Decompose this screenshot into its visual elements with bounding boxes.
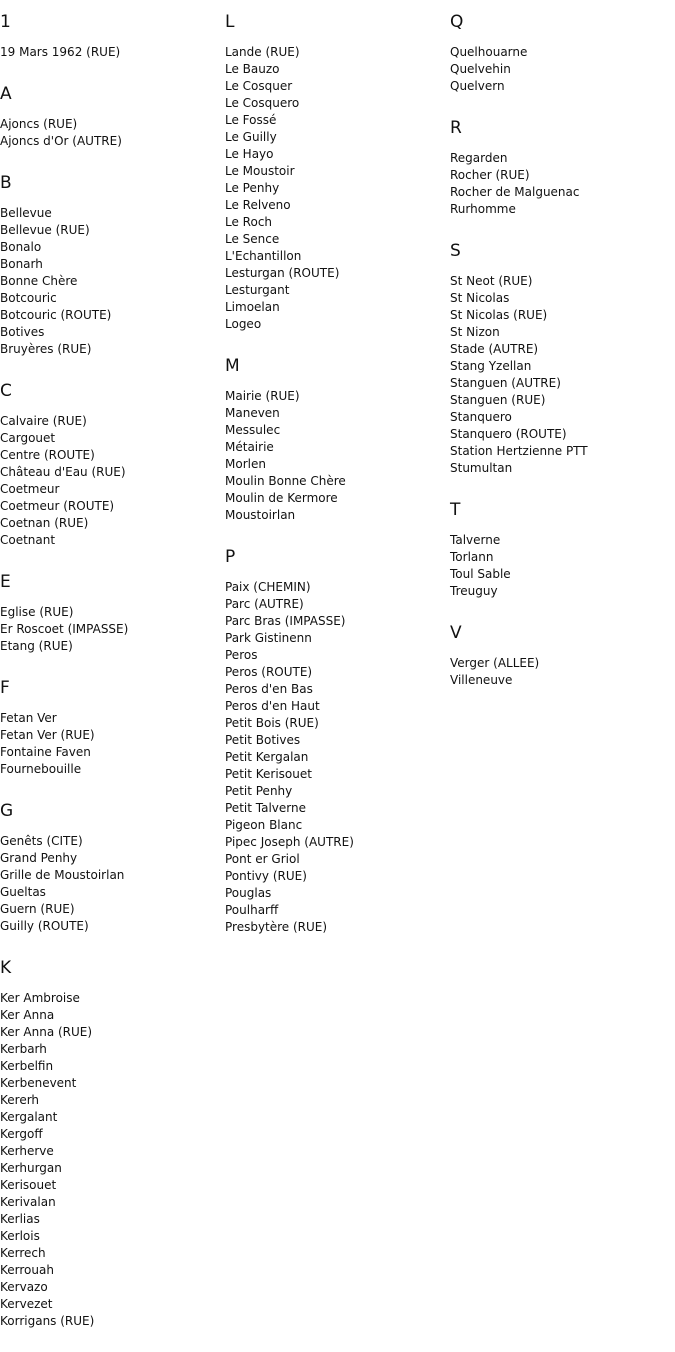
street-list [0,833,225,935]
street-item: Ker Ambroise [0,991,80,1005]
street-item: Limoelan [225,300,280,314]
street-item: St Nicolas [450,291,510,305]
street-item: Ker Anna [0,1008,55,1022]
street-item: Kerisouet [0,1178,57,1192]
letter-heading: C [0,381,12,401]
street-item: Métairie [225,440,274,454]
street-list [0,116,225,150]
street-item: Parc (AUTRE) [225,597,304,611]
street-item: Rurhomme [450,202,516,216]
letter-heading: S [450,241,461,261]
street-item: Ajoncs (RUE) [0,117,78,131]
street-item: Kergoff [0,1127,43,1141]
street-item: Etang (RUE) [0,639,73,653]
street-item: Lande (RUE) [225,45,300,59]
letter-heading: 1 [0,12,11,32]
street-item: Verger (ALLEE) [450,656,540,670]
street-item: Peros (ROUTE) [225,665,313,679]
street-item: Lesturgan (ROUTE) [225,266,340,280]
street-item: Regarden [450,151,508,165]
street-item: Mairie (RUE) [225,389,300,403]
street-item: Moustoirlan [225,508,296,522]
street-item: Pouglas [225,886,272,900]
street-item: Pont er Griol [225,852,300,866]
letter-section-k [0,957,225,1330]
street-item: Peros d'en Bas [225,682,313,696]
street-item: Lesturgant [225,283,290,297]
street-item: Quelhouarne [450,45,528,59]
street-item: Paix (CHEMIN) [225,580,311,594]
street-item: Logeo [225,317,262,331]
street-item: Park Gistinenn [225,631,312,645]
letter-heading: G [0,801,14,821]
street-item: Petit Bois (RUE) [225,716,319,730]
street-item: Kerherve [0,1144,54,1158]
street-item: Coetnan (RUE) [0,516,89,530]
letter-heading: Q [450,12,464,32]
street-item: Peros d'en Haut [225,699,320,713]
letter-section-m [225,355,450,524]
letter-heading: M [225,356,240,376]
street-item: Stang Yzellan [450,359,532,373]
street-item: Bruyères (RUE) [0,342,92,356]
street-item: Peros [225,648,258,662]
street-item: Petit Kerisouet [225,767,312,781]
letter-heading: A [0,84,12,104]
street-item: Villeneuve [450,673,513,687]
street-item: Kerbelfin [0,1059,54,1073]
street-item: Maneven [225,406,280,420]
letter-section-q [450,11,675,95]
street-item: Le Roch [225,215,273,229]
street-item: Treuguy [450,584,498,598]
street-item: Bonalo [0,240,42,254]
street-item: Fetan Ver (RUE) [0,728,95,742]
street-item: Le Cosquer [225,79,293,93]
street-item: Petit Penhy [225,784,293,798]
street-item: Morlen [225,457,266,471]
street-item: Rocher (RUE) [450,168,530,182]
street-item: Le Penhy [225,181,280,195]
street-item: Quelvern [450,79,505,93]
street-item: Bellevue (RUE) [0,223,90,237]
street-item: Le Bauzo [225,62,280,76]
street-item: Le Hayo [225,147,274,161]
letter-heading: E [0,572,11,592]
street-list [0,990,225,1330]
street-item: Korrigans (RUE) [0,1314,95,1328]
street-item: Petit Talverne [225,801,306,815]
street-item: Pontivy (RUE) [225,869,307,883]
street-item: Pipec Joseph (AUTRE) [225,835,354,849]
street-item: Stanquero [450,410,512,424]
street-column-3 [450,0,675,689]
street-list [225,44,450,333]
street-item: Guern (RUE) [0,902,75,916]
street-item: Botcouric [0,291,57,305]
street-item: Kerrech [0,1246,46,1260]
street-item: Kerhurgan [0,1161,62,1175]
letter-section-p [225,546,450,936]
street-item: Moulin de Kermore [225,491,338,505]
street-item: Château d'Eau (RUE) [0,465,126,479]
street-item: Coetmeur (ROUTE) [0,499,115,513]
letter-section-r [450,117,675,218]
street-item: Petit Botives [225,733,301,747]
street-list [0,604,225,655]
street-item: Calvaire (RUE) [0,414,87,428]
letter-heading: R [450,118,462,138]
street-item: Botives [0,325,45,339]
street-item: Quelvehin [450,62,511,76]
street-item: Kerbenevent [0,1076,77,1090]
street-column-2 [225,0,450,936]
street-list [225,388,450,524]
letter-section-1 [0,11,225,61]
letter-section-t [450,499,675,600]
street-item: Kerlias [0,1212,40,1226]
street-list [450,655,675,689]
street-item: Stanquero (ROUTE) [450,427,567,441]
street-item: Stanguen (AUTRE) [450,376,561,390]
street-item: Le Fossé [225,113,277,127]
street-item: Kergalant [0,1110,58,1124]
street-item: Botcouric (ROUTE) [0,308,112,322]
street-item: Cargouet [0,431,56,445]
letter-section-g [0,800,225,935]
street-item: Fournebouille [0,762,82,776]
street-item: Fetan Ver [0,711,57,725]
letter-heading: P [225,547,236,567]
street-item: Eglise (RUE) [0,605,74,619]
letter-heading: T [450,500,461,520]
street-item: Bonne Chère [0,274,78,288]
street-item: Centre (ROUTE) [0,448,95,462]
street-list [450,273,675,477]
street-item: St Nicolas (RUE) [450,308,548,322]
street-list [0,710,225,778]
street-item: Kererh [0,1093,40,1107]
street-item: Kerlois [0,1229,40,1243]
street-item: Rocher de Malguenac [450,185,580,199]
letter-heading: L [225,12,235,32]
street-item: Parc Bras (IMPASSE) [225,614,346,628]
street-item: Grille de Moustoirlan [0,868,125,882]
street-item: Stade (AUTRE) [450,342,539,356]
letter-section-l [225,11,450,333]
letter-section-f [0,677,225,778]
letter-section-e [0,571,225,655]
street-item: St Nizon [450,325,500,339]
letter-section-a [0,83,225,150]
street-item: Le Guilly [225,130,277,144]
letter-section-c [0,380,225,549]
street-item: Station Hertzienne PTT [450,444,588,458]
letter-heading: K [0,958,12,978]
street-item: Kerivalan [0,1195,56,1209]
letter-section-b [0,172,225,358]
street-item: Er Roscoet (IMPASSE) [0,622,129,636]
street-item: Kerrouah [0,1263,54,1277]
letter-section-v [450,622,675,689]
street-list [450,150,675,218]
street-item: Coetmeur [0,482,60,496]
street-item: Torlann [450,550,494,564]
street-item: Petit Kergalan [225,750,309,764]
street-item: Le Moustoir [225,164,295,178]
street-item: Kervazo [0,1280,48,1294]
street-item: Pigeon Blanc [225,818,303,832]
street-item: Bonarh [0,257,43,271]
street-item: Kervezet [0,1297,53,1311]
street-item: Poulharff [225,903,279,917]
street-item: Toul Sable [450,567,511,581]
street-item: Bellevue [0,206,52,220]
street-item: Coetnant [0,533,56,547]
street-item: St Neot (RUE) [450,274,533,288]
street-item: Le Relveno [225,198,291,212]
street-item: Ajoncs d'Or (AUTRE) [0,134,122,148]
street-item: Le Sence [225,232,280,246]
street-item: Kerbarh [0,1042,47,1056]
street-item: Ker Anna (RUE) [0,1025,93,1039]
street-list [0,44,225,61]
street-item: Guilly (ROUTE) [0,919,89,933]
street-item: Talverne [450,533,501,547]
street-item: Grand Penhy [0,851,78,865]
letter-section-s [450,240,675,477]
letter-heading: F [0,678,10,698]
street-item: Presbytère (RUE) [225,920,328,934]
street-item: Le Cosquero [225,96,300,110]
letter-heading: B [0,173,12,193]
street-list [0,205,225,358]
street-list [450,44,675,95]
street-list [0,413,225,549]
street-item: Stanguen (RUE) [450,393,546,407]
street-column-1 [0,0,225,1330]
street-item: Messulec [225,423,281,437]
street-item: Stumultan [450,461,513,475]
street-item: Fontaine Faven [0,745,91,759]
street-item: Moulin Bonne Chère [225,474,346,488]
street-item: Genêts (CITE) [0,834,83,848]
street-item: Gueltas [0,885,46,899]
street-item: L'Echantillon [225,249,302,263]
street-item: 19 Mars 1962 (RUE) [0,45,121,59]
street-list [225,579,450,936]
letter-heading: V [450,623,462,643]
street-list [450,532,675,600]
